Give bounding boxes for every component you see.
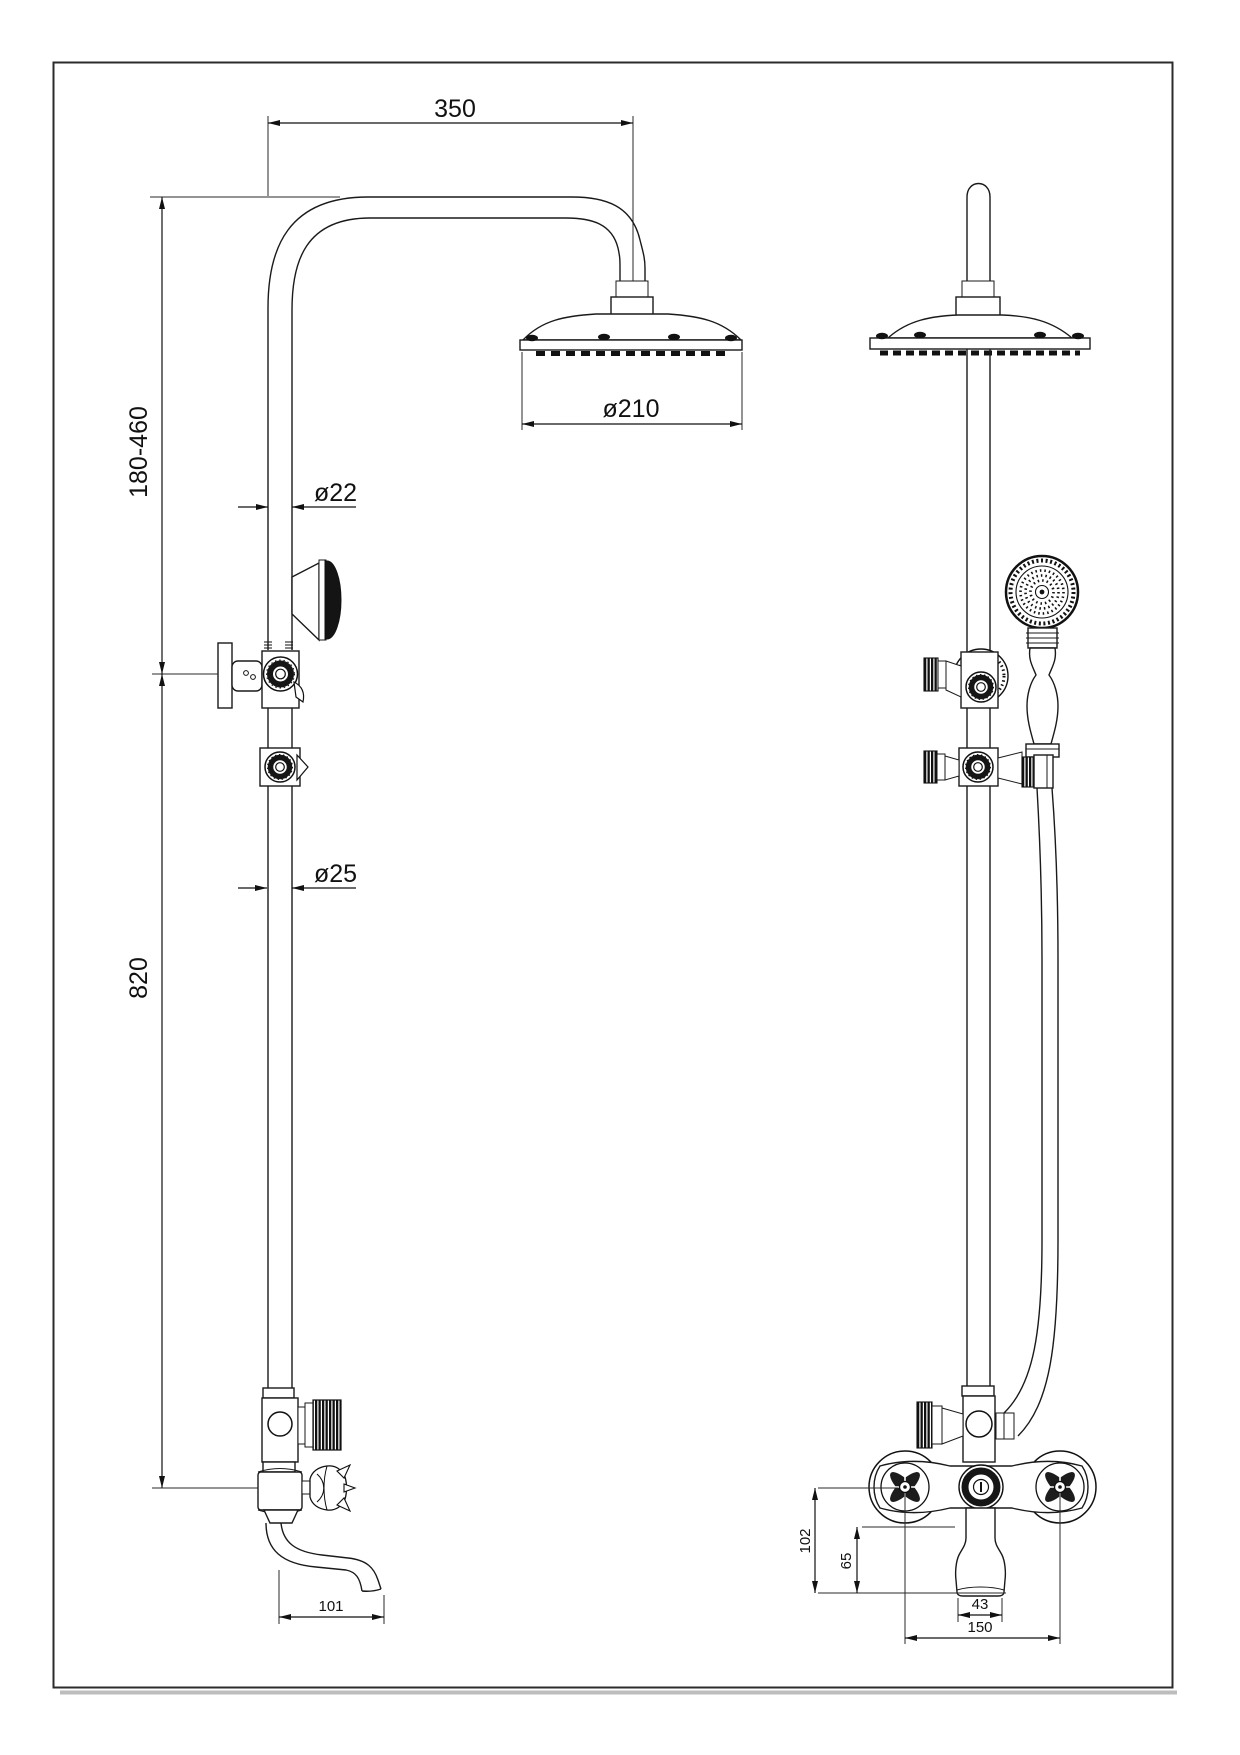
mixer-valve-front <box>869 1451 1096 1596</box>
hose-connector <box>1034 755 1053 788</box>
riser-pipe-side <box>268 308 292 1388</box>
arm-nut <box>611 297 653 316</box>
wall-bracket <box>218 643 262 708</box>
flange-screw <box>526 335 538 341</box>
flange-screw <box>598 334 610 340</box>
shower-arm-side <box>268 116 653 316</box>
rain-head-side <box>520 314 742 354</box>
diverter-side <box>262 1388 341 1462</box>
dim-350-label: 350 <box>434 95 476 123</box>
dimension-d22 <box>238 479 357 507</box>
diverter-hub <box>959 1465 1003 1509</box>
ornate-handle-side <box>310 1465 355 1511</box>
front-view <box>797 184 1096 1645</box>
arm-ferrule <box>616 281 648 297</box>
lever-pointer <box>297 755 308 780</box>
hand-shower-neck <box>1026 628 1059 648</box>
slider-block-upper-front <box>924 649 1008 708</box>
dim-65-label: 65 <box>838 1552 855 1570</box>
dim-102-label: 102 <box>797 1528 814 1554</box>
tub-spout-side <box>266 1523 381 1591</box>
hand-shower <box>1006 556 1078 757</box>
dimension-d25 <box>238 860 357 888</box>
flange-screw <box>668 334 680 340</box>
hose-elbow <box>996 1413 1014 1439</box>
hose-nut-knurl <box>1022 757 1034 787</box>
rain-head-front <box>870 315 1090 353</box>
diverter-front <box>917 1386 1014 1462</box>
dimension-350 <box>268 95 633 196</box>
dimension-65 <box>838 1527 955 1593</box>
side-view <box>125 95 742 1624</box>
slider-block-lower-side <box>260 748 308 786</box>
dimension-d210 <box>522 352 742 430</box>
dim-d210-label: ø210 <box>602 395 660 423</box>
diverter-knob-knurl <box>313 1400 341 1450</box>
dim-d25-label: ø25 <box>314 860 358 888</box>
valve-side <box>258 1462 355 1523</box>
diverter-ball <box>268 1412 292 1436</box>
side-knob-knurl <box>924 658 938 691</box>
head-dome <box>523 314 741 340</box>
dim-150-label: 150 <box>967 1619 993 1636</box>
handshower-holder-side <box>292 560 341 640</box>
tub-spout-front <box>956 1508 1006 1596</box>
dimension-820 <box>125 674 258 1488</box>
dimension-101 <box>279 1570 384 1624</box>
shower-hose <box>1004 788 1058 1436</box>
flange-screw <box>725 335 737 341</box>
dim-d22-label: ø22 <box>314 479 358 507</box>
dim-820-label: 820 <box>125 957 153 999</box>
riser-pipe-front <box>967 349 990 1386</box>
shower-arm-front <box>956 184 1000 317</box>
dim-43-label: 43 <box>971 1596 989 1613</box>
dim-101-label: 101 <box>318 1598 344 1615</box>
hand-shower-handle <box>1027 648 1058 744</box>
head-flange <box>520 340 742 350</box>
slider-block-upper-side <box>262 642 304 708</box>
dim-180-460-label: 180-460 <box>125 406 153 498</box>
